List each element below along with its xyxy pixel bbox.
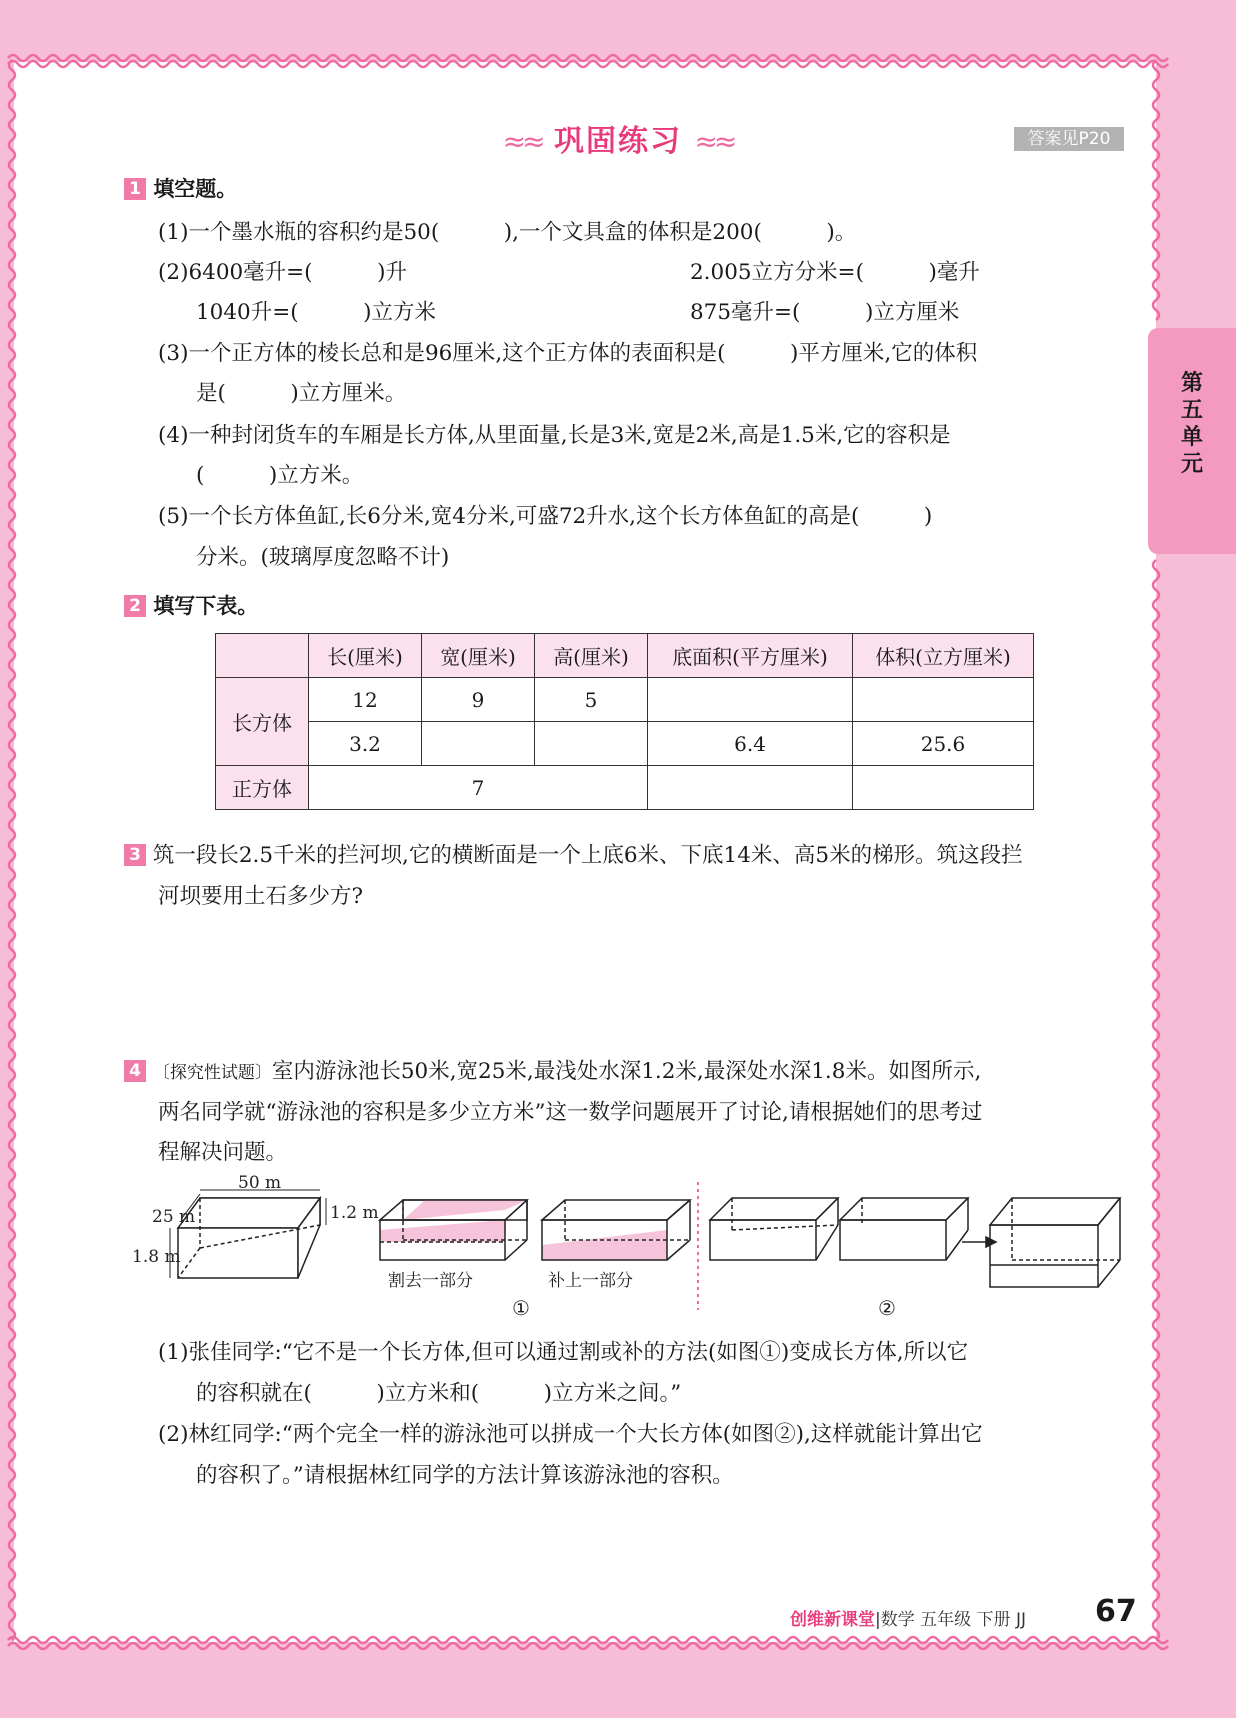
question-4-sub-line: 的容积了。”请根据林红同学的方法计算该游泳池的容积。	[196, 1463, 734, 1488]
table-cell: 5	[535, 678, 648, 722]
table-row-label: 长方体	[216, 678, 309, 766]
table-cell: 9	[422, 678, 535, 722]
combined-box-diagram	[990, 1198, 1120, 1287]
table-row-label: 正方体	[216, 766, 309, 810]
width-dimension-label: 25 m	[152, 1207, 196, 1227]
q1-line: (3)一个正方体的棱长总和是96厘米,这个正方体的表面积是( )平方厘米,它的体积	[158, 341, 978, 366]
table-cell: 12	[309, 678, 422, 722]
question-4-line: 两名同学就“游泳池的容积是多少立方米”这一数学问题展开了讨论,请根据她们的思考过	[158, 1100, 983, 1125]
table-corner-cell	[216, 634, 309, 678]
pool-figures	[120, 1170, 1130, 1320]
table-cell	[422, 722, 535, 766]
unit-label-text: 第五单元	[1180, 371, 1203, 477]
table-header-cell: 底面积(平方厘米)	[648, 634, 853, 678]
pool-copy-diagram	[840, 1198, 968, 1260]
question-number-badge: 2	[124, 595, 146, 617]
pool-copy-diagram	[710, 1198, 838, 1260]
cut-part-label: 割去一部分	[388, 1271, 473, 1291]
question-4-text: 室内游泳池长50米,宽25米,最浅处水深1.2米,最深处水深1.8米。如图所示,	[271, 1059, 982, 1084]
table-cell: 6.4	[648, 722, 853, 766]
table-cell: 3.2	[309, 722, 422, 766]
question-2-title: 填写下表。	[153, 594, 259, 618]
q1-line: 是( )立方厘米。	[196, 381, 407, 406]
question-3-line	[124, 838, 1023, 869]
deep-depth-label: 1.8 m	[132, 1247, 181, 1267]
page-number: 67	[1095, 1594, 1137, 1629]
q1-line: (1)一个墨水瓶的容积约是50( ),一个文具盒的体积是200( )。	[158, 220, 857, 245]
table-header-cell: 宽(厘米)	[422, 634, 535, 678]
question-4-sub-line: (2)林红同学:“两个完全一样的游泳池可以拼成一个大长方体(如图②),这样就能计算出它	[158, 1422, 983, 1447]
answer-reference-badge: 答案见P20	[1014, 127, 1124, 151]
figure-1-label: ①	[512, 1296, 530, 1320]
table-header-cell: 长(厘米)	[309, 634, 422, 678]
question-4-line: 程解决问题。	[158, 1140, 288, 1165]
table-cell: 25.6	[853, 722, 1034, 766]
question-number-badge: 4	[124, 1060, 146, 1082]
question-2-header	[124, 590, 258, 620]
question-4-sub-line: 的容积就在( )立方米和( )立方米之间。”	[196, 1381, 682, 1406]
question-4-sub-line: (1)张佳同学:“它不是一个长方体,但可以通过割或补的方法(如图①)变成长方体,所以它	[158, 1340, 969, 1365]
unit-side-tab-label	[1148, 370, 1236, 478]
wave-decoration-icon: ≈≈	[502, 125, 542, 158]
question-3-line: 河坝要用土石多少方?	[158, 884, 364, 909]
table-header-cell: 高(厘米)	[535, 634, 648, 678]
fill-part-label: 补上一部分	[548, 1271, 633, 1291]
fill-box-diagram	[542, 1200, 690, 1260]
question-4-line	[124, 1054, 981, 1085]
q1-line: (2)6400毫升=( )升	[158, 260, 407, 285]
table-cell	[535, 722, 648, 766]
section-title-text: 巩固练习	[554, 124, 682, 159]
question-3-text: 筑一段长2.5千米的拦河坝,它的横断面是一个上底6米、下底14米、高5米的梯形。筑这段拦	[152, 843, 1023, 868]
q1-line: (5)一个长方体鱼缸,长6分米,宽4分米,可盛72升水,这个长方体鱼缸的高是( )	[158, 504, 933, 529]
table-cell	[648, 766, 853, 810]
table-header-cell: 体积(立方厘米)	[853, 634, 1034, 678]
q1-line: 2.005立方分米=( )毫升	[690, 260, 980, 285]
footer	[790, 1605, 1026, 1630]
question-number-badge: 1	[124, 178, 146, 200]
question-1-header	[124, 173, 237, 203]
question-number-badge: 3	[124, 844, 146, 866]
footer-info: |数学 五年级 下册 JJ	[875, 1610, 1026, 1630]
footer-brand: 创维新课堂	[790, 1610, 875, 1630]
question-4-tag: 〔探究性试题〕	[152, 1063, 272, 1083]
pool-diagram	[170, 1190, 326, 1278]
arrow-icon	[962, 1237, 996, 1247]
table-cell	[853, 678, 1034, 722]
q1-line: ( )立方米。	[196, 463, 364, 488]
table-cell: 7	[309, 766, 648, 810]
shallow-depth-label: 1.2 m	[330, 1203, 379, 1223]
q1-line: (4)一种封闭货车的车厢是长方体,从里面量,长是3米,宽是2米,高是1.5米,它的容积是	[158, 423, 951, 448]
q1-line: 分米。(玻璃厚度忽略不计)	[196, 545, 450, 570]
table-cell	[853, 766, 1034, 810]
fill-in-table	[215, 633, 1034, 810]
table-cell	[648, 678, 853, 722]
question-1-title: 填空题。	[153, 177, 238, 201]
cut-box-diagram	[380, 1200, 527, 1260]
q1-line: 875毫升=( )立方厘米	[690, 300, 960, 325]
q1-line: 1040升=( )立方米	[196, 300, 437, 325]
figure-2-label: ②	[878, 1296, 896, 1320]
wave-decoration-icon: ≈≈	[694, 125, 734, 158]
length-dimension-label: 50 m	[238, 1173, 282, 1193]
